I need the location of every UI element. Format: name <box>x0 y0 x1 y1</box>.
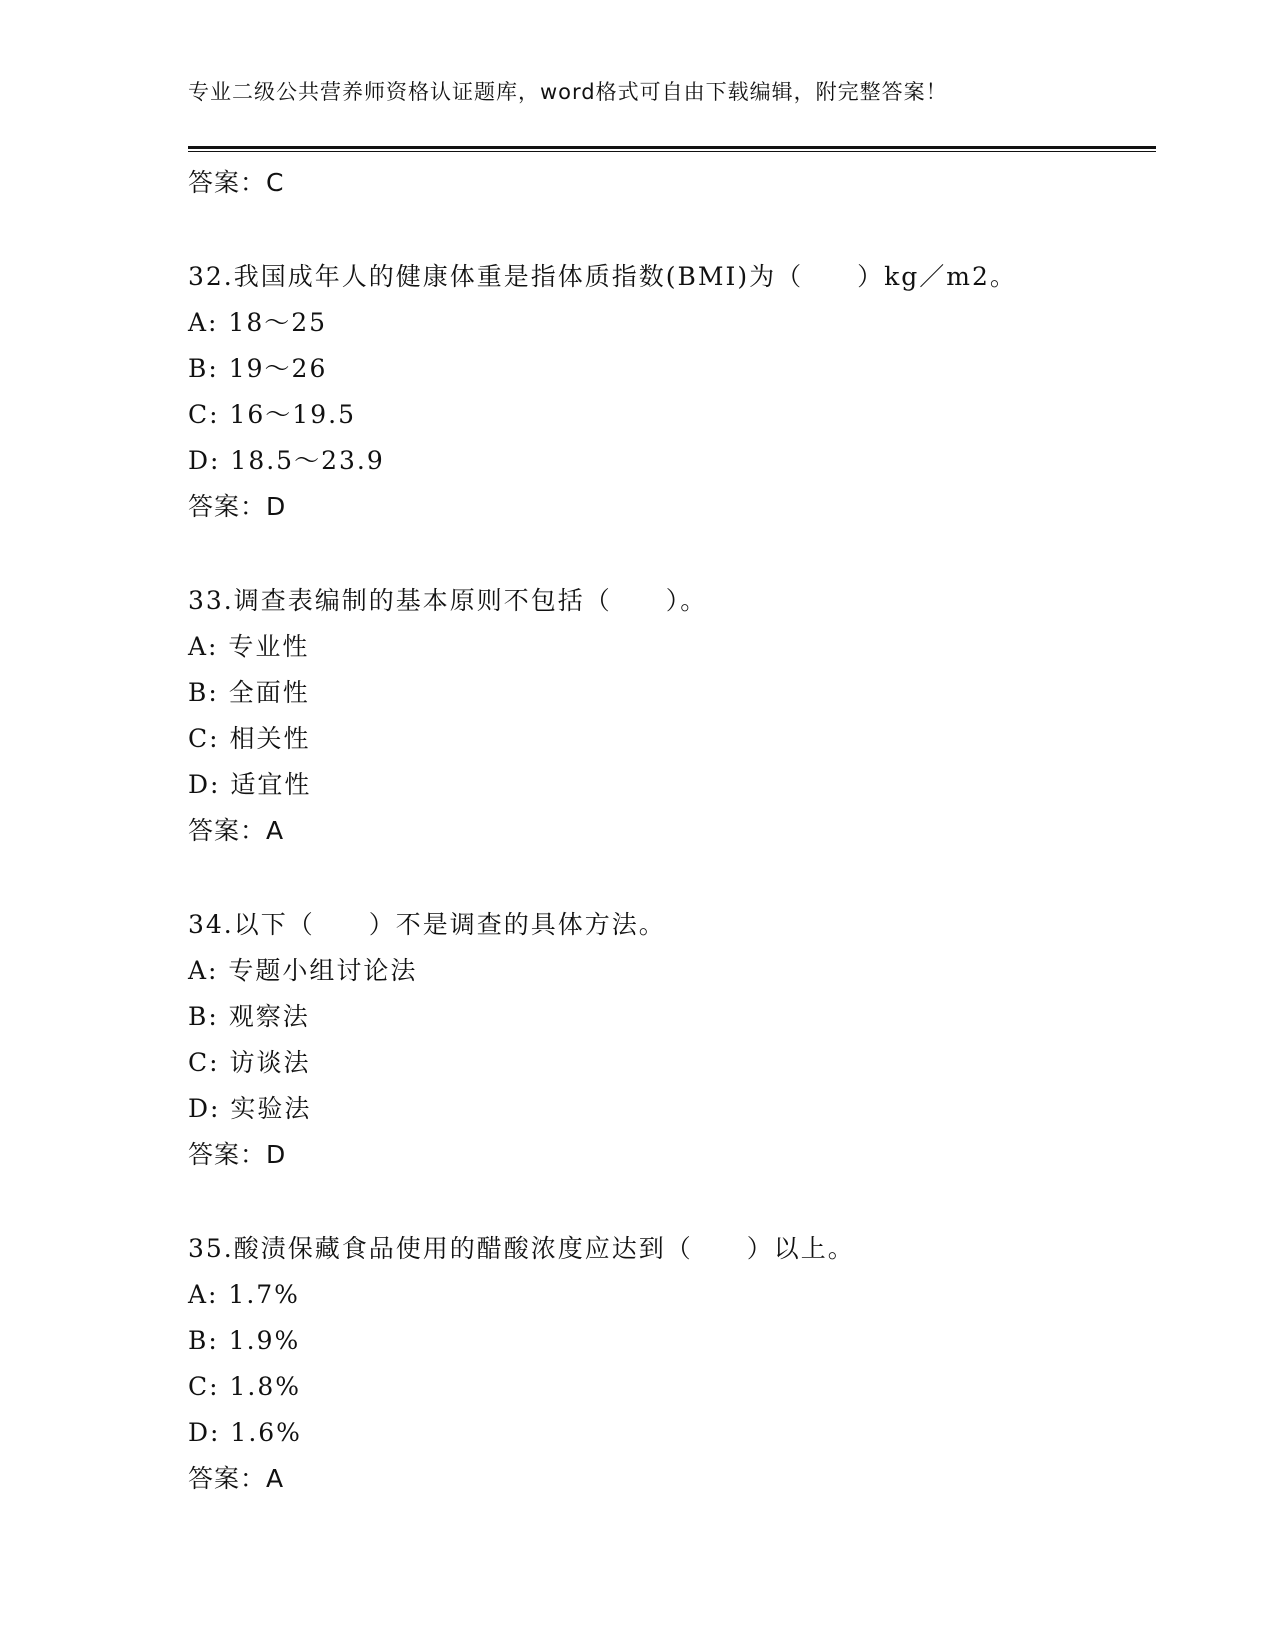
option-a: A: 专业性 <box>188 632 310 661</box>
question-block <box>188 254 1156 530</box>
header-divider-thick <box>188 146 1156 149</box>
option-c: C: 访谈法 <box>188 1048 311 1077</box>
question-block <box>188 578 1156 854</box>
option-c: C: 相关性 <box>188 724 311 753</box>
answer-line: 答案：D <box>188 492 287 521</box>
answer-line: 答案：A <box>188 816 285 845</box>
option-c: C: 16～19.5 <box>188 400 356 429</box>
option-d: D: 1.6% <box>188 1418 302 1447</box>
answer-line: 答案：C <box>188 168 285 197</box>
option-d: D: 适宜性 <box>188 770 312 799</box>
answer-line: 答案：D <box>188 1140 287 1169</box>
option-a: A: 专题小组讨论法 <box>188 956 418 985</box>
option-b: B: 全面性 <box>188 678 310 707</box>
question-stem: 35.酸渍保藏食品使用的醋酸浓度应达到（ ）以上。 <box>188 1234 855 1263</box>
option-d: D: 18.5～23.9 <box>188 446 385 475</box>
option-c: C: 1.8% <box>188 1372 302 1401</box>
question-block <box>188 902 1156 1178</box>
answer-line: 答案：A <box>188 1464 285 1493</box>
option-b: B: 1.9% <box>188 1326 301 1355</box>
option-d: D: 实验法 <box>188 1094 312 1123</box>
option-b: B: 观察法 <box>188 1002 310 1031</box>
question-block <box>188 1226 1156 1502</box>
question-stem: 34.以下（ ）不是调查的具体方法。 <box>188 910 666 939</box>
question-content <box>188 160 1156 1502</box>
header-divider-thin <box>188 151 1156 152</box>
question-stem: 32.我国成年人的健康体重是指体质指数(BMI)为（ ）kg／m2。 <box>188 262 1017 291</box>
option-a: A: 1.7% <box>188 1280 300 1309</box>
question-stem: 33.调查表编制的基本原则不包括（ ）。 <box>188 586 708 615</box>
page-header: 专业二级公共营养师资格认证题库，word格式可自由下载编辑，附完整答案！ <box>188 80 948 104</box>
option-a: A: 18～25 <box>188 308 328 337</box>
option-b: B: 19～26 <box>188 354 328 383</box>
